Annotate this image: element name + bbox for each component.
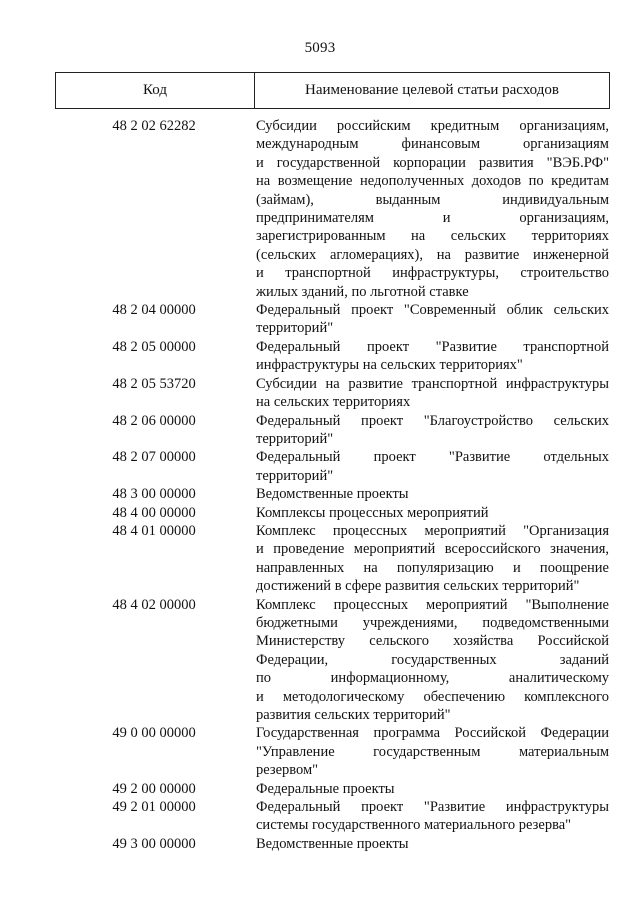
row-name-line: достижений в сфере развития сельских территорий" [256, 578, 580, 595]
row-name-line: Комплекс процессных мероприятий "Выполнение [256, 596, 609, 613]
table-row [55, 596, 610, 725]
row-name-line: Федеральный проект "Современный облик сельских [256, 302, 609, 319]
row-code: 48 4 01 00000 [112, 522, 196, 539]
header-code: Код [56, 73, 255, 108]
row-name-line: и государственной корпорации развития "ВЭБ.РФ" [256, 154, 609, 171]
row-name-line: (сельских агломерациях), на развитие инженерной [256, 246, 609, 263]
row-name-line: Федеральные проекты [256, 780, 395, 797]
table-row [55, 338, 610, 375]
row-name [256, 448, 609, 485]
row-name-line: Федерации, государственных заданий [256, 651, 609, 668]
row-name-line: (займам), выданным индивидуальным [256, 191, 609, 208]
table-row [55, 117, 610, 301]
row-name-line: Министерству сельского хозяйства Российской [256, 633, 609, 650]
row-name-line: международным финансовым организациям [256, 136, 609, 153]
table-row [55, 522, 610, 596]
table-row [55, 798, 610, 835]
row-code: 49 3 00 00000 [112, 835, 196, 852]
table-row [55, 301, 610, 338]
row-name [256, 798, 609, 835]
row-name-line: и транспортной инфраструктуры, строительство [256, 265, 609, 282]
row-name-line: Федеральный проект "Благоустройство сельских [256, 412, 609, 429]
row-code: 48 4 02 00000 [112, 596, 196, 613]
table-body [55, 117, 610, 853]
row-name-line: по информационному, аналитическому [256, 670, 609, 687]
table-row [55, 724, 610, 779]
row-name [256, 780, 609, 798]
row-name-line: "Управление государственным материальным [256, 743, 609, 760]
row-name [256, 375, 609, 412]
row-code: 48 2 05 53720 [112, 375, 196, 392]
row-name-line: Ведомственные проекты [256, 486, 409, 503]
row-name-line: инфраструктуры на сельских территориях" [256, 357, 523, 374]
row-code: 48 2 06 00000 [112, 412, 196, 429]
row-name-line: жилых зданий, по льготной ставке [256, 283, 469, 300]
row-name-line: и проведение мероприятий всероссийского значения, [256, 541, 609, 558]
table-row [55, 835, 610, 853]
table-header [55, 72, 610, 109]
row-name [256, 504, 609, 522]
row-name-line: развития сельских территорий" [256, 707, 451, 723]
row-code: 49 2 00 00000 [112, 780, 196, 797]
table-row [55, 375, 610, 412]
row-name [256, 596, 609, 725]
row-name-line: Федеральный проект "Развитие транспортной [256, 338, 609, 355]
row-code: 48 2 04 00000 [112, 302, 196, 319]
row-name-line: Комплекс процессных мероприятий "Организация [256, 522, 609, 539]
page-number: 5093 [304, 40, 336, 56]
row-name-line: направленных на популяризацию и поощрение [256, 559, 609, 576]
row-name-line: Субсидии российским кредитным организациям, [256, 118, 609, 134]
row-code: 48 2 02 62282 [112, 118, 196, 134]
row-name [256, 522, 609, 596]
row-name-line: и методологическому обеспечению комплексного [256, 688, 609, 705]
table-row [55, 780, 610, 798]
row-name [256, 835, 609, 853]
row-code: 48 3 00 00000 [112, 486, 196, 503]
row-name-line: системы государственного материального резерва" [256, 817, 572, 834]
table-row [55, 412, 610, 449]
row-code: 48 2 07 00000 [112, 449, 196, 466]
row-name-line: зарегистрированным на сельских территориях [256, 228, 609, 245]
row-name [256, 412, 609, 449]
row-name-line: на сельских территориях [256, 394, 411, 411]
row-code: 48 4 00 00000 [112, 504, 196, 521]
row-name-line: Субсидии на развитие транспортной инфраструктуры [256, 375, 609, 392]
row-name-line: предпринимателям и организациям, [256, 210, 609, 227]
table-row [55, 448, 610, 485]
row-name-line: на возмещение недополученных доходов по кредитам [256, 173, 609, 190]
header-name: Наименование целевой статьи расходов [305, 82, 559, 98]
row-name-line: территорий" [256, 467, 334, 484]
row-name [256, 724, 609, 779]
row-name-line: Федеральный проект "Развитие отдельных [256, 449, 609, 466]
row-name [256, 301, 609, 338]
row-name-line: бюджетными учреждениями, подведомственными [256, 614, 609, 631]
row-code: 49 0 00 00000 [112, 725, 196, 742]
table-row [55, 485, 610, 503]
row-name-line: Комплексы процессных мероприятий [256, 504, 489, 521]
row-code: 49 2 01 00000 [112, 799, 196, 816]
row-name [256, 485, 609, 503]
row-name-line: территорий" [256, 430, 334, 447]
row-name [256, 117, 609, 301]
row-name-line: Федеральный проект "Развитие инфраструктуры [256, 799, 609, 816]
row-name-line: резервом" [256, 762, 319, 779]
row-name-line: Государственная программа Российской Федерации [256, 725, 609, 742]
row-code: 48 2 05 00000 [112, 338, 196, 355]
table-row [55, 504, 610, 522]
row-name-line: территорий" [256, 320, 334, 337]
row-name-line: Ведомственные проекты [256, 835, 409, 852]
row-name [256, 338, 609, 375]
